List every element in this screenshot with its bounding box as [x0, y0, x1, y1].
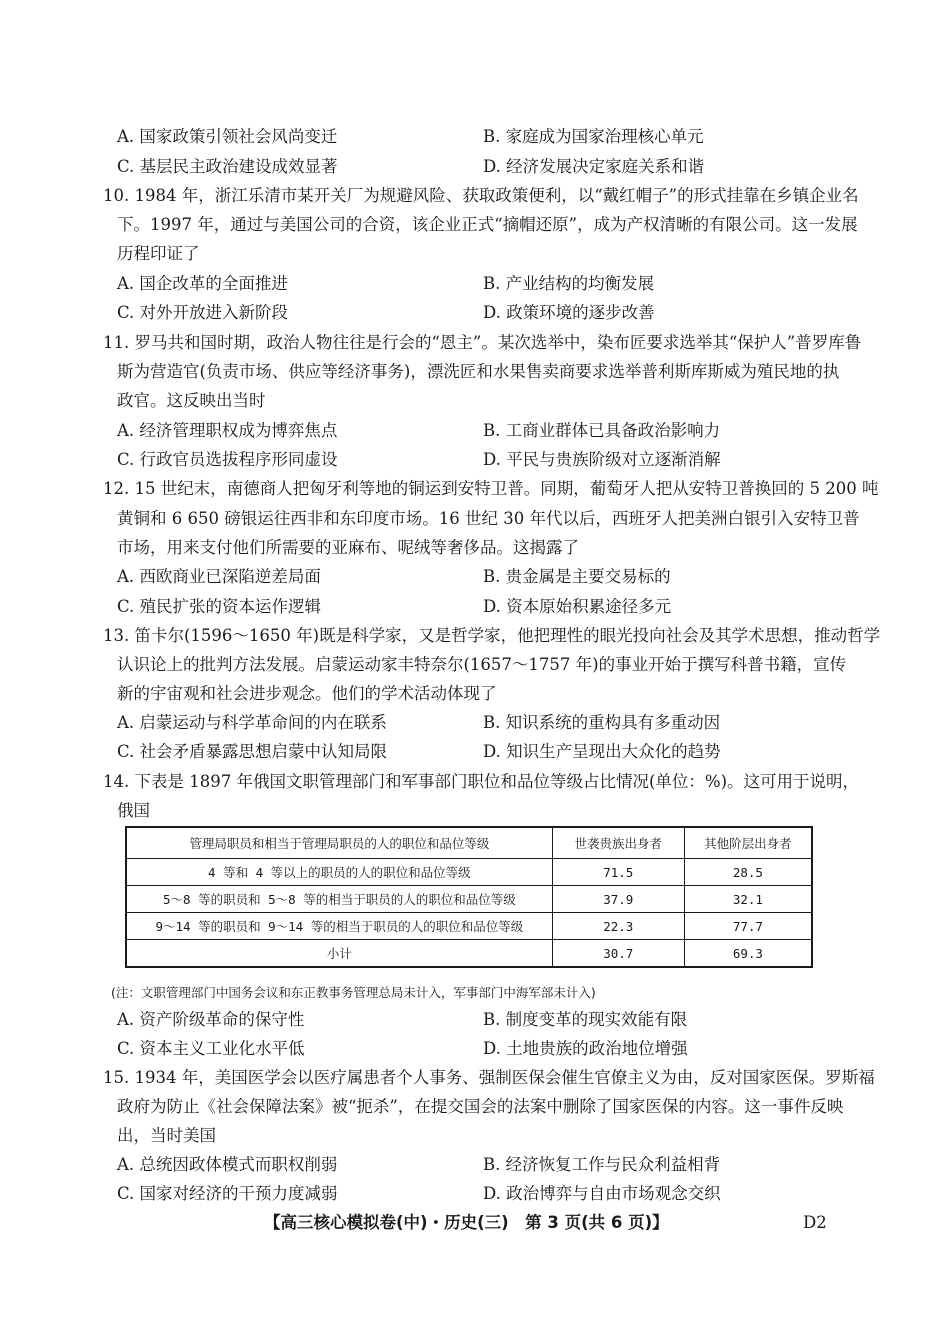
table-cell: 28.5: [684, 859, 812, 886]
q15-stem-line-1: 15. 1934 年，美国医学会以医疗属患者个人事务、强制医保会催生官僚主义为由，反对国家医保。罗斯福: [103, 1068, 875, 1087]
q13-option-d: D. 知识生产呈现出大众化的趋势: [483, 742, 721, 761]
page-footer: 【高三核心模拟卷(中)・历史(三) 第 3 页(共 6 页)】: [264, 1213, 669, 1232]
q11-option-d: D. 平民与贵族阶级对立逐渐消解: [483, 450, 721, 469]
table-cell: 32.1: [684, 886, 812, 913]
table-header-cell: 世袭贵族出身者: [552, 827, 684, 859]
q15-stem-line-3: 出，当时美国: [117, 1126, 216, 1145]
table-cell: 37.9: [552, 886, 684, 913]
q13-stem-line-2: 认识论上的批判方法发展。启蒙运动家丰特奈尔(1657～1757 年)的事业开始于撰写科普书籍，宣传: [117, 655, 847, 674]
table-cell: 30.7: [552, 940, 684, 968]
q9-option-c: C. 基层民主政治建设成效显著: [117, 157, 338, 176]
table-note: (注：文职管理部门中国务会议和东正教事务管理总局未计入，军事部门中海军部未计入): [111, 985, 596, 1000]
table-header-row: [126, 827, 812, 859]
table-row: [126, 913, 812, 940]
table-cell: 71.5: [552, 859, 684, 886]
table-cell: 69.3: [684, 940, 812, 968]
q12-stem-line-3: 市场，用来支付他们所需要的亚麻布、呢绒等奢侈品。这揭露了: [117, 538, 579, 557]
q14-option-b: B. 制度变革的现实效能有限: [483, 1010, 688, 1029]
table-row: [126, 886, 812, 913]
q10-option-b: B. 产业结构的均衡发展: [483, 274, 655, 293]
q14-option-c: C. 资本主义工业化水平低: [117, 1039, 305, 1058]
table-header-cell: 其他阶层出身者: [684, 827, 812, 859]
q10-option-a: A. 国企改革的全面推进: [117, 274, 288, 293]
q12-option-d: D. 资本原始积累途径多元: [483, 597, 672, 616]
q12-stem-line-2: 黄铜和 6 650 磅银运往西非和东印度市场。16 世纪 30 年代以后，西班牙人把美洲白银引入安特卫普: [117, 509, 860, 528]
table-cell: 5～8 等的职员和 5～8 等的相当于职员的人的职位和品位等级: [126, 886, 552, 913]
paper-code: D2: [803, 1213, 827, 1232]
q10-stem-line-2: 下。1997 年，通过与美国公司的合资，该企业正式“摘帽还原”，成为产权清晰的有限公司。这一发展: [117, 215, 858, 234]
table-row: [126, 859, 812, 886]
q13-stem-line-1: 13. 笛卡尔(1596～1650 年)既是科学家，又是哲学家，他把理性的眼光投向社会及其学术思想，推动哲学: [103, 626, 881, 645]
q11-option-b: B. 工商业群体已具备政治影响力: [483, 421, 721, 440]
table-cell: 小计: [126, 940, 552, 968]
q10-stem-line-3: 历程印证了: [117, 244, 200, 263]
q11-option-c: C. 行政官员选拔程序形同虚设: [117, 450, 338, 469]
q11-stem-line-1: 11. 罗马共和国时期，政治人物往往是行会的“恩主”。某次选举中，染布匠要求选举其“保护人”普罗库鲁: [103, 333, 862, 352]
q14-option-a: A. 资产阶级革命的保守性: [117, 1010, 305, 1029]
q9-option-b: B. 家庭成为国家治理核心单元: [483, 127, 704, 146]
q10-option-d: D. 政策环境的逐步改善: [483, 303, 655, 322]
q15-option-d: D. 政治博弈与自由市场观念交织: [483, 1184, 721, 1203]
q12-stem-line-1: 12. 15 世纪末，南德商人把匈牙利等地的铜运到安特卫普。同期，葡萄牙人把从安特卫普换回的 5 200 吨: [103, 479, 879, 498]
q10-option-c: C. 对外开放进入新阶段: [117, 303, 289, 322]
rank-origin-table: [125, 826, 813, 968]
q15-option-b: B. 经济恢复工作与民众利益相背: [483, 1155, 721, 1174]
table-cell: 77.7: [684, 913, 812, 940]
q9-option-d: D. 经济发展决定家庭关系和谐: [483, 157, 705, 176]
table-cell: 9～14 等的职员和 9～14 等的相当于职员的人的职位和品位等级: [126, 913, 552, 940]
q14-option-d: D. 土地贵族的政治地位增强: [483, 1039, 688, 1058]
q11-option-a: A. 经济管理职权成为博弈焦点: [117, 421, 338, 440]
q12-option-a: A. 西欧商业已深陷逆差局面: [117, 567, 321, 586]
q13-stem-line-3: 新的宇宙观和社会进步观念。他们的学术活动体现了: [117, 684, 497, 703]
q12-option-b: B. 贵金属是主要交易标的: [483, 567, 671, 586]
table-cell: 22.3: [552, 913, 684, 940]
q14-stem-line-1: 14. 下表是 1897 年俄国文职管理部门和军事部门职位和品位等级占比情况(单位：%)。这可用于说明，: [103, 772, 860, 791]
q12-option-c: C. 殖民扩张的资本运作逻辑: [117, 597, 322, 616]
q13-option-a: A. 启蒙运动与科学革命间的内在联系: [117, 713, 387, 732]
q15-option-c: C. 国家对经济的干预力度减弱: [117, 1184, 338, 1203]
q13-option-c: C. 社会矛盾暴露思想启蒙中认知局限: [117, 742, 388, 761]
q15-option-a: A. 总统因政体模式而职权削弱: [117, 1155, 338, 1174]
q10-stem-line-1: 10. 1984 年，浙江乐清市某开关厂为规避风险、获取政策便利，以“戴红帽子”的形式挂靠在乡镇企业名: [103, 186, 859, 205]
table-header-cell: 管理局职员和相当于管理局职员的人的职位和品位等级: [126, 827, 552, 859]
q9-option-a: A. 国家政策引领社会风尚变迁: [117, 127, 338, 146]
q15-stem-line-2: 政府为防止《社会保障法案》被“扼杀”，在提交国会的法案中删除了国家医保的内容。这一事件反映: [117, 1097, 844, 1116]
q11-stem-line-2: 斯为营造官(负责市场、供应等经济事务)，漂洗匠和水果售卖商要求选举普利斯库斯威为殖民地的执: [117, 362, 840, 381]
table-row: [126, 940, 812, 968]
q11-stem-line-3: 政官。这反映出当时: [117, 391, 266, 410]
q13-option-b: B. 知识系统的重构具有多重动因: [483, 713, 721, 732]
table-cell: 4 等和 4 等以上的职员的人的职位和品位等级: [126, 859, 552, 886]
q14-stem-line-2: 俄国: [117, 801, 150, 820]
